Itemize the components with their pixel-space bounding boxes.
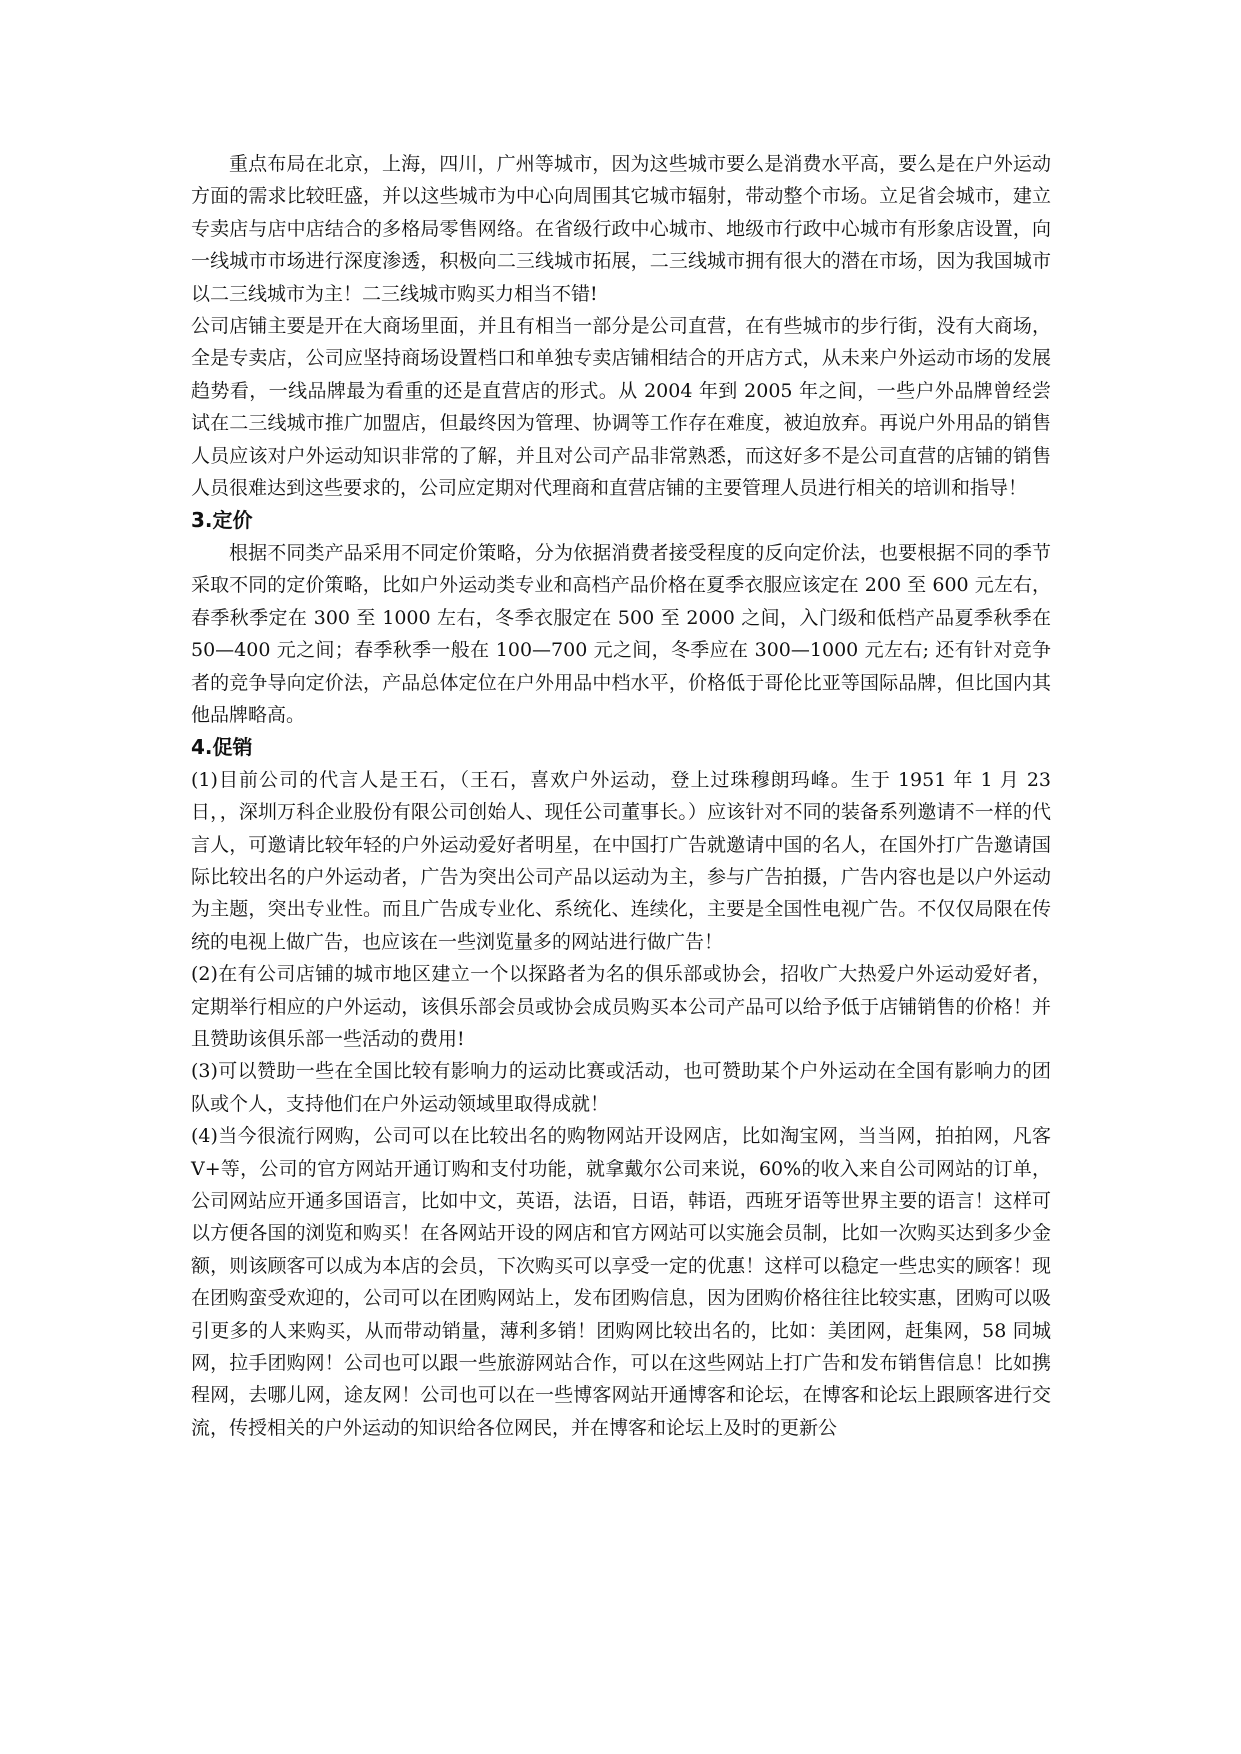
paragraph-layout-strategy: 重点布局在北京，上海，四川，广州等城市，因为这些城市要么是消费水平高，要么是在户外运动方面的需求比较旺盛，并以这些城市为中心向周围其它城市辐射，带动整个市场。立足省会城市，建立专卖店与店中店结合的多格局零售网络。在省级行政中心城市、地级市行政中心城市有形象店设置，向一线城市市场进行深度渗透，积极向二三线城市拓展，二三线城市拥有很大的潜在市场，因为我国城市以二三线城市为主！二三线城市购买力相当不错! xyxy=(191,153,1051,305)
paragraph-promotion-club: (2)在有公司店铺的城市地区建立一个以探路者为名的俱乐部或协会，招收广大热爱户外运动爱好者，定期举行相应的户外运动，该俱乐部会员或协会成员购买本公司产品可以给予低于店铺销售的价格！并且赞助该俱乐部一些活动的费用! xyxy=(191,963,1051,1050)
document-page xyxy=(191,148,1051,1444)
section-heading-pricing: 3.定价 xyxy=(191,508,253,533)
paragraph-promotion-online: (4)当今很流行网购，公司可以在比较出名的购物网站开设网店，比如淘宝网，当当网，拍拍网，凡客 V+等，公司的官方网站开通订购和支付功能，就拿戴尔公司来说，60%的收入来自公司网站的订单，公司网站应开通多国语言，比如中文，英语，法语，日语，韩语，西班牙语等世界主要的语言！这样可以方便各国的浏览和购买！在各网站开设的网店和官方网站可以实施会员制，比如一次购买达到多少金额，则该顾客可以成为本店的会员，下次购买可以享受一定的优惠！这样可以稳定一些忠实的顾客！现在团购蛮受欢迎的，公司可以在团购网站上，发布团购信息，因为团购价格往往比较实惠，团购可以吸引更多的人来购买，从而带动销量，薄利多销！团购网比较出名的，比如：美团网，赶集网，58 同城网，拉手团购网！公司也可以跟一些旅游网站合作，可以在这些网站上打广告和发布销售信息！比如携程网，去哪儿网，途友网！公司也可以在一些博客网站开通博客和论坛，在博客和论坛上跟顾客进行交流，传授相关的户外运动的知识给各位网民，并在博客和论坛上及时的更新公 xyxy=(191,1125,1051,1439)
paragraph-promotion-sponsorship: (3)可以赞助一些在全国比较有影响力的运动比赛或活动，也可赞助某个户外运动在全国有影响力的团队或个人，支持他们在户外运动领域里取得成就！ xyxy=(191,1060,1051,1115)
paragraph-pricing: 根据不同类产品采用不同定价策略，分为依据消费者接受程度的反向定价法，也要根据不同的季节采取不同的定价策略，比如户外运动类专业和高档产品价格在夏季衣服应该定在 200 至 600 元左右，春季秋季定在 300 至 1000 左右，冬季衣服定在 500 至 2000 之间，入门级和低档产品夏季秋季在 50—400 元之间；春季秋季一般在 100—700 元之间，冬季应在 300—1000 元左右; 还有针对竞争者的竞争导向定价法，产品总体定位在户外用品中档水平，价格低于哥伦比亚等国际品牌，但比国内其他品牌略高。 xyxy=(191,541,1051,726)
section-heading-promotion: 4.促销 xyxy=(191,735,253,760)
paragraph-store-operations: 公司店铺主要是开在大商场里面，并且有相当一部分是公司直营，在有些城市的步行街，没有大商场，全是专卖店，公司应坚持商场设置档口和单独专卖店铺相结合的开店方式，从未来户外运动市场的发展趋势看，一线品牌最为看重的还是直营店的形式。从 2004 年到 2005 年之间，一些户外品牌曾经尝试在二三线城市推广加盟店，但最终因为管理、协调等工作存在难度，被迫放弃。再说户外用品的销售人员应该对户外运动知识非常的了解，并且对公司产品非常熟悉，而这好多不是公司直营的店铺的销售人员很难达到这些要求的，公司应定期对代理商和直营店铺的主要管理人员进行相关的培训和指导！ xyxy=(191,315,1051,500)
paragraph-promotion-spokesperson: (1)目前公司的代言人是王石，（王石，喜欢户外运动，登上过珠穆朗玛峰。生于 1951 年 1 月 23 日，，深圳万科企业股份有限公司创始人、现任公司董事长。）应该针对不同的装备系列邀请不一样的代言人，可邀请比较年轻的户外运动爱好者明星，在中国打广告就邀请中国的名人，在国外打广告邀请国际比较出名的户外运动者，广告为突出公司产品以运动为主，参与广告拍摄，广告内容也是以户外运动为主题，突出专业性。而且广告成专业化、系统化、连续化，主要是全国性电视广告。不仅仅局限在传统的电视上做广告，也应该在一些浏览量多的网站进行做广告！ xyxy=(191,768,1051,953)
